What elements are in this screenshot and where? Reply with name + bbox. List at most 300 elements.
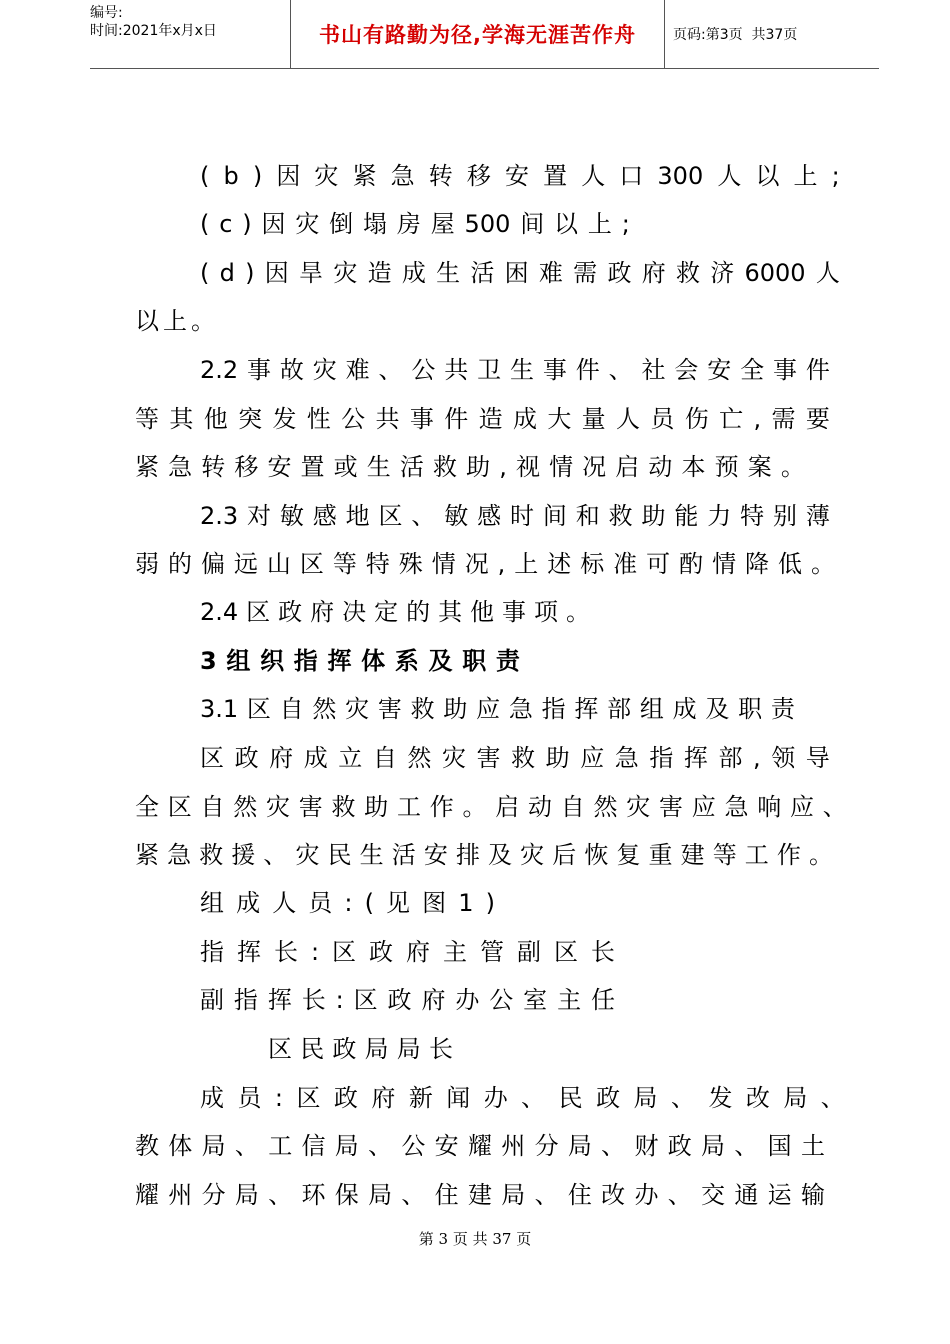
glyph: 助 — [364, 793, 389, 821]
glyph: 灾 — [312, 356, 337, 384]
glyph: 旱 — [299, 259, 324, 287]
glyph: 和 — [575, 502, 600, 530]
glyph: 动 — [648, 453, 673, 481]
glyph: 3 — [200, 647, 217, 675]
glyph: 公 — [489, 986, 514, 1014]
glyph: 其 — [169, 405, 194, 433]
glyph: 作 — [776, 841, 801, 869]
heading-text — [200, 641, 520, 681]
glyph: 能 — [674, 502, 699, 530]
glyph: 偏 — [200, 550, 225, 578]
glyph: 交 — [701, 1181, 726, 1209]
text-line — [135, 787, 847, 827]
glyph: 特 — [740, 502, 765, 530]
glyph: 倒 — [329, 210, 354, 238]
glyph: 害 — [377, 695, 402, 723]
glyph: 、 — [521, 1084, 546, 1112]
glyph: 自 — [200, 793, 225, 821]
glyph: 启 — [615, 453, 640, 481]
text-line — [135, 301, 215, 341]
line-text — [200, 980, 615, 1020]
glyph: 3.1 — [200, 695, 239, 723]
glyph: 及 — [705, 695, 730, 723]
glyph: 局 — [234, 1181, 259, 1209]
glyph: 因 — [261, 210, 286, 238]
glyph: 改 — [601, 1181, 626, 1209]
glyph: 的 — [406, 598, 431, 626]
glyph: 件 — [444, 405, 469, 433]
glyph: 区 — [332, 938, 357, 966]
glyph: ( — [364, 889, 374, 917]
glyph: 室 — [523, 986, 548, 1014]
glyph: 区 — [378, 502, 403, 530]
glyph: 、 — [820, 1084, 845, 1112]
glyph: 、 — [822, 793, 847, 821]
glyph: 州 — [501, 1132, 526, 1160]
glyph: 挥 — [236, 938, 261, 966]
glyph: 紧 — [135, 841, 159, 869]
glyph: 系 — [394, 647, 419, 675]
glyph: b — [223, 162, 239, 190]
glyph: 成 — [303, 744, 328, 772]
glyph: ; — [621, 210, 630, 238]
glyph: 或 — [333, 453, 358, 481]
glyph: 害 — [659, 793, 683, 821]
glyph: 紧 — [352, 162, 377, 190]
glyph: 恢 — [584, 841, 609, 869]
glyph: 区 — [296, 1084, 321, 1112]
glyph: 时 — [510, 502, 535, 530]
glyph: 区 — [246, 695, 271, 723]
line-text — [135, 1126, 825, 1166]
glyph: 区 — [353, 986, 378, 1014]
glyph: 挥 — [574, 695, 599, 723]
glyph: 自 — [372, 744, 397, 772]
glyph: 、 — [734, 1132, 759, 1160]
glyph: 地 — [345, 502, 370, 530]
glyph: 副 — [516, 938, 541, 966]
glyph: 需 — [771, 405, 796, 433]
glyph: 上 — [163, 307, 187, 335]
glyph: 应 — [476, 695, 501, 723]
glyph: 安 — [707, 356, 732, 384]
glyph: 感 — [477, 502, 502, 530]
glyph: 府 — [421, 986, 446, 1014]
glyph: 部 — [718, 744, 743, 772]
glyph: 救 — [511, 744, 536, 772]
header-page-info — [665, 0, 887, 68]
glyph: c — [219, 210, 233, 238]
glyph: 灾 — [626, 793, 651, 821]
glyph: 低 — [778, 550, 803, 578]
glyph: 、 — [368, 1132, 393, 1160]
glyph: 重 — [648, 841, 673, 869]
glyph: 情 — [549, 453, 574, 481]
glyph: 造 — [478, 405, 503, 433]
glyph: 灾 — [441, 744, 466, 772]
line-text — [200, 156, 840, 196]
glyph: 量 — [581, 405, 606, 433]
glyph: 任 — [590, 986, 615, 1014]
glyph: 。 — [810, 550, 835, 578]
glyph: 排 — [455, 841, 480, 869]
glyph: 长 — [273, 938, 298, 966]
text-line — [135, 1175, 825, 1215]
glyph: 的 — [167, 550, 192, 578]
glyph: 区 — [167, 793, 192, 821]
glyph: 国 — [767, 1132, 792, 1160]
glyph: 动 — [528, 793, 552, 821]
glyph: ( — [200, 162, 210, 190]
glyph: 社 — [641, 356, 666, 384]
glyph: 山 — [266, 550, 291, 578]
page-footer: 第 3 页 共 37 页 — [418, 1230, 532, 1248]
glyph: 。 — [808, 841, 833, 869]
line-text — [135, 447, 805, 487]
glyph: 急 — [508, 695, 533, 723]
glyph: 指 — [233, 986, 258, 1014]
glyph: ) — [485, 889, 495, 917]
glyph: 输 — [800, 1181, 825, 1209]
line-text — [135, 544, 835, 584]
glyph: 发 — [708, 1084, 733, 1112]
glyph: 件 — [805, 356, 830, 384]
glyph: 局 — [783, 1084, 808, 1112]
glyph: 局 — [701, 1132, 726, 1160]
glyph: 响 — [757, 793, 782, 821]
glyph: 生 — [436, 259, 461, 287]
glyph: 口 — [619, 162, 644, 190]
glyph: 2.3 — [200, 502, 239, 530]
header-motto: 书山有路勤为径,学海无涯苦作舟 — [290, 0, 665, 68]
glyph: 图 — [422, 889, 447, 917]
text-line — [135, 447, 805, 487]
heading-text — [200, 689, 795, 729]
glyph: 安 — [267, 453, 292, 481]
header-meta — [90, 0, 290, 72]
glyph: 标 — [580, 550, 605, 578]
glyph: 自 — [560, 793, 585, 821]
glyph: 。 — [780, 453, 805, 481]
glyph: 活 — [470, 259, 495, 287]
glyph: 置 — [300, 453, 325, 481]
glyph: 局 — [334, 1132, 359, 1160]
text-line — [200, 932, 615, 972]
glyph: 政 — [333, 1084, 358, 1112]
line-text — [200, 496, 830, 536]
glyph: 自 — [279, 695, 304, 723]
glyph: 活 — [399, 453, 424, 481]
glyph: 远 — [233, 550, 258, 578]
glyph: 运 — [767, 1181, 792, 1209]
glyph: 定 — [374, 598, 399, 626]
glyph: 害 — [476, 744, 501, 772]
glyph: 300 — [657, 162, 704, 190]
glyph: 预 — [714, 453, 739, 481]
glyph: 房 — [396, 210, 421, 238]
glyph: 复 — [616, 841, 641, 869]
glyph: 人 — [616, 405, 641, 433]
glyph: 然 — [233, 793, 258, 821]
glyph: 间 — [542, 502, 567, 530]
glyph: 力 — [707, 502, 732, 530]
glyph: 。 — [462, 793, 487, 821]
glyph: 组 — [200, 889, 224, 917]
glyph: 、 — [378, 356, 403, 384]
glyph: 应 — [790, 793, 814, 821]
glyph: 人 — [581, 162, 606, 190]
glyph: 工 — [744, 841, 769, 869]
glyph: 酌 — [679, 550, 704, 578]
glyph: 、 — [534, 1181, 559, 1209]
glyph: 部 — [607, 695, 632, 723]
glyph: 成 — [236, 889, 261, 917]
glyph: 长 — [428, 1035, 453, 1063]
glyph: 政 — [234, 744, 259, 772]
glyph: 灾 — [520, 841, 545, 869]
glyph: 成 — [512, 405, 537, 433]
glyph: 局 — [567, 1132, 592, 1160]
glyph: 灾 — [345, 695, 370, 723]
glyph: 挥 — [327, 647, 352, 675]
glyph: ) — [245, 259, 255, 287]
glyph: 全 — [740, 356, 765, 384]
glyph: 耀 — [135, 1181, 159, 1209]
glyph: 急 — [168, 453, 193, 481]
glyph: 本 — [681, 453, 706, 481]
glyph: 特 — [365, 550, 390, 578]
glyph: 挥 — [683, 744, 708, 772]
glyph: 副 — [200, 986, 224, 1014]
glyph: 生 — [510, 356, 535, 384]
glyph: 视 — [515, 453, 540, 481]
glyph: 塌 — [363, 210, 388, 238]
glyph: 保 — [334, 1181, 359, 1209]
text-line — [200, 156, 840, 196]
glyph: 职 — [462, 647, 487, 675]
glyph: 上 — [514, 550, 539, 578]
glyph: 建 — [467, 1181, 492, 1209]
glyph: 政 — [607, 259, 632, 287]
line-text — [268, 1029, 453, 1069]
glyph: 救 — [432, 453, 457, 481]
glyph: 别 — [773, 502, 798, 530]
text-line — [135, 544, 835, 584]
glyph: 灾 — [314, 162, 339, 190]
glyph: 伤 — [684, 405, 709, 433]
text-line — [200, 204, 630, 244]
glyph: 他 — [470, 598, 495, 626]
glyph: 公 — [341, 405, 366, 433]
glyph: 助 — [641, 502, 666, 530]
glyph: 等 — [712, 841, 737, 869]
glyph: 紧 — [135, 453, 159, 481]
glyph: 急 — [614, 744, 639, 772]
glyph: 环 — [301, 1181, 326, 1209]
line-text — [135, 301, 215, 341]
glyph: 启 — [495, 793, 520, 821]
glyph: 薄 — [805, 502, 830, 530]
glyph: 织 — [260, 647, 285, 675]
glyph: 2.4 — [200, 598, 239, 626]
glyph: 助 — [443, 695, 468, 723]
glyph: 情 — [712, 550, 737, 578]
glyph: 活 — [391, 841, 416, 869]
glyph: 新 — [408, 1084, 433, 1112]
glyph: 指 — [200, 938, 224, 966]
glyph: 公 — [401, 1132, 426, 1160]
glyph: 员 — [308, 889, 333, 917]
glyph: 政 — [369, 938, 394, 966]
glyph: 500 — [464, 210, 511, 238]
glyph: 责 — [495, 647, 520, 675]
glyph: 灾 — [266, 793, 290, 821]
glyph: 人 — [272, 889, 297, 917]
glyph: 见 — [386, 889, 411, 917]
glyph: 领 — [771, 744, 796, 772]
glyph: 事 — [773, 356, 798, 384]
glyph: 区 — [299, 550, 324, 578]
glyph: 。 — [566, 598, 590, 626]
glyph: 长 — [301, 986, 326, 1014]
line-text — [135, 787, 847, 827]
glyph: 降 — [745, 550, 770, 578]
glyph: 然 — [407, 744, 432, 772]
glyph: 等 — [135, 405, 159, 433]
glyph: 局 — [396, 1035, 421, 1063]
glyph: 、 — [263, 841, 288, 869]
glyph: 应 — [691, 793, 716, 821]
glyph: 通 — [734, 1181, 759, 1209]
glyph: 体 — [361, 647, 386, 675]
glyph: 转 — [428, 162, 453, 190]
glyph: 移 — [466, 162, 491, 190]
glyph: 弱 — [135, 550, 159, 578]
glyph: 、 — [401, 1181, 426, 1209]
text-line — [135, 835, 833, 875]
glyph: 述 — [547, 550, 572, 578]
glyph: 员 — [237, 1084, 262, 1112]
glyph: ) — [252, 162, 263, 190]
glyph: 然 — [593, 793, 618, 821]
glyph: 政 — [387, 986, 412, 1014]
glyph: 等 — [332, 550, 357, 578]
text-line — [135, 1126, 825, 1166]
glyph: 、 — [411, 502, 436, 530]
glyph: 1 — [458, 889, 474, 917]
glyph: 分 — [201, 1181, 226, 1209]
glyph: 组 — [639, 695, 664, 723]
glyph: 改 — [745, 1084, 770, 1112]
line-text — [200, 1078, 845, 1118]
glyph: 大 — [547, 405, 572, 433]
glyph: 长 — [590, 938, 615, 966]
glyph: 闻 — [446, 1084, 471, 1112]
line-text — [200, 592, 590, 632]
glyph: 灾 — [333, 259, 358, 287]
glyph: , — [753, 405, 762, 433]
glyph: 救 — [608, 502, 633, 530]
glyph: 成 — [672, 695, 697, 723]
glyph: 信 — [301, 1132, 326, 1160]
glyph: 安 — [423, 841, 448, 869]
page-info-text: 页码:第3页 共37页 — [673, 27, 798, 43]
glyph: 府 — [371, 1084, 396, 1112]
glyph: 指 — [541, 695, 566, 723]
glyph: 区 — [200, 744, 224, 772]
text-line — [200, 1078, 845, 1118]
glyph: d — [219, 259, 235, 287]
glyph: 立 — [338, 744, 363, 772]
glyph: 亡 — [719, 405, 744, 433]
text-line — [135, 399, 830, 439]
glyph: 事 — [409, 405, 434, 433]
glyph: 主 — [557, 986, 582, 1014]
glyph: 土 — [800, 1132, 825, 1160]
glyph: 救 — [410, 695, 435, 723]
glyph: 害 — [298, 793, 323, 821]
glyph: 要 — [805, 405, 830, 433]
line-text — [200, 350, 830, 390]
glyph: 府 — [641, 259, 666, 287]
text-line — [200, 496, 830, 536]
glyph: : — [335, 986, 344, 1014]
glyph: 间 — [520, 210, 545, 238]
glyph: 员 — [650, 405, 675, 433]
glyph: 局 — [368, 1181, 393, 1209]
glyph: 然 — [312, 695, 337, 723]
glyph: 政 — [332, 1035, 357, 1063]
glyph: 挥 — [267, 986, 292, 1014]
glyph: 、 — [667, 1181, 692, 1209]
glyph: 财 — [634, 1132, 659, 1160]
glyph: 他 — [203, 405, 228, 433]
glyph: 政 — [596, 1084, 621, 1112]
glyph: 发 — [272, 405, 297, 433]
glyph: 全 — [135, 793, 159, 821]
glyph: 公 — [411, 356, 436, 384]
glyph: 办 — [483, 1084, 508, 1112]
glyph: 对 — [247, 502, 272, 530]
glyph: 难 — [538, 259, 563, 287]
glyph: 救 — [331, 793, 356, 821]
glyph: 。 — [191, 307, 215, 335]
glyph: ( — [200, 210, 210, 238]
text-line — [268, 1029, 453, 1069]
glyph: 援 — [231, 841, 256, 869]
glyph: 以 — [554, 210, 579, 238]
line-text — [200, 932, 615, 972]
glyph: 区 — [268, 1035, 292, 1063]
glyph: 局 — [633, 1084, 658, 1112]
glyph: 以 — [135, 307, 159, 335]
glyph: 府 — [310, 598, 335, 626]
glyph: ( — [200, 259, 210, 287]
glyph: 及 — [428, 647, 453, 675]
serial-label: 编号: — [90, 5, 123, 21]
section-heading — [200, 641, 520, 681]
glyph: 灾 — [295, 841, 320, 869]
glyph: 助 — [545, 744, 570, 772]
glyph: 况 — [582, 453, 607, 481]
glyph: 作 — [429, 793, 454, 821]
glyph: 突 — [238, 405, 263, 433]
glyph: 6000 — [744, 259, 806, 287]
glyph: ) — [242, 210, 252, 238]
glyph: 转 — [201, 453, 226, 481]
text-line — [200, 592, 590, 632]
glyph: 、 — [608, 356, 633, 384]
